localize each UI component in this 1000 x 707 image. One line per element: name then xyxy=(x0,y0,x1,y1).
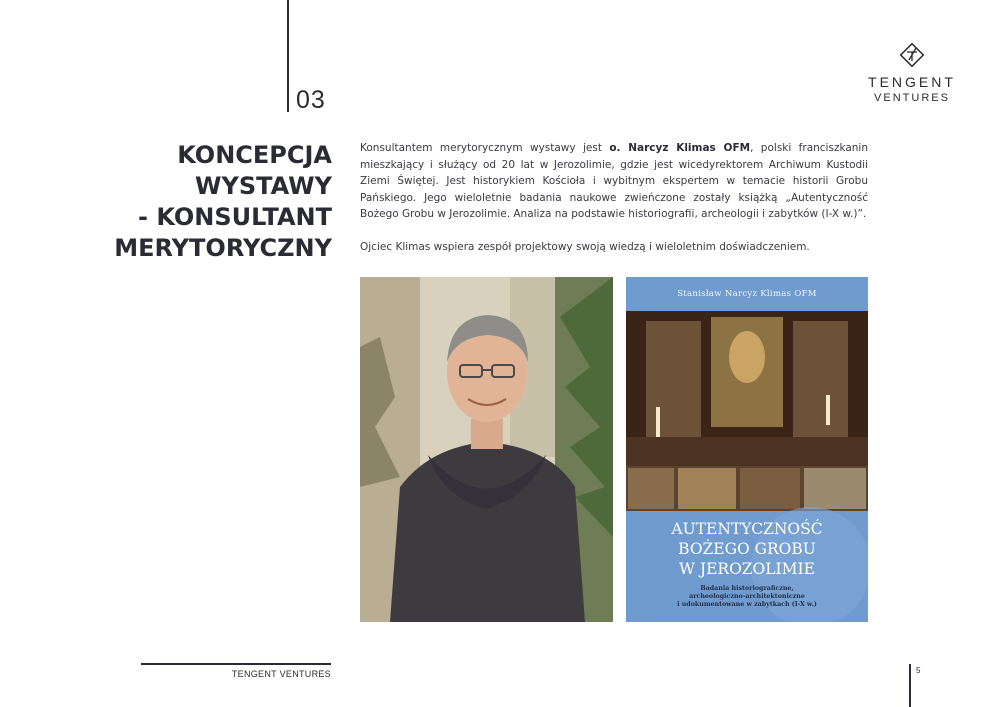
title-line: WYSTAWY xyxy=(195,172,332,200)
book-subtitle-line: Badania historiograficzne, xyxy=(700,585,794,592)
footer-divider xyxy=(141,663,331,665)
book-title xyxy=(626,519,868,579)
top-divider xyxy=(287,0,289,112)
book-title-line: BOŻEGO GROBU xyxy=(678,540,816,558)
body-text xyxy=(360,140,868,255)
consultant-name: o. Narcyz Klimas OFM xyxy=(609,142,751,154)
title-line: KONCEPCJA xyxy=(177,141,332,169)
book-title-line: W JEROZOLIMIE xyxy=(679,560,815,578)
book-subtitle xyxy=(626,585,868,609)
logo-word-ventures: VENTURES xyxy=(874,92,950,104)
book-title-line: AUTENTYCZNOŚĆ xyxy=(671,520,823,538)
logo-word-tengent: TENGENT xyxy=(868,74,956,90)
portrait-photo xyxy=(360,277,613,622)
page-number: 5 xyxy=(916,666,921,675)
page-number-divider xyxy=(909,664,911,707)
paragraph-support: Ojciec Klimas wspiera zespół projektowy swoją wiedzą i wieloletnim doświadczeniem. xyxy=(360,240,810,253)
book-subtitle-line: archeologiczno-architektoniczne xyxy=(689,593,805,600)
footer-brand: TENGENT VENTURES xyxy=(231,669,331,679)
title-line: - KONSULTANT xyxy=(138,203,332,231)
title-line: MERYTORYCZNY xyxy=(114,234,332,262)
book-subtitle-line: i udokumentowane w zabytkach (I-X w.) xyxy=(677,601,817,608)
book-author: Stanisław Narcyz Klimas OFM xyxy=(677,289,817,299)
paragraph-text: Konsultantem merytorycznym wystawy jest xyxy=(360,142,610,154)
paragraph-text: , polski franciszkanin mieszkający i służący od 20 lat w Jerozolimie, gdzie jest wicedyrektorem Archiwum Kustodii Ziemi Świętej. Jest historykiem Kościoła i wybitnym ekspertem w temacie historii Grobu Pańskiego. Jego wieloletnie badania naukowe zwieńczone zostały książką „Autentyczność Bożego Grobu w Jerozolimie. Analiza na podstawie historiografii, archeologii i zabytków (I-X w.)”. xyxy=(360,142,869,220)
page-title xyxy=(90,140,332,264)
paragraph-consultant xyxy=(360,140,868,223)
diamond-monogram-icon xyxy=(899,42,925,68)
logo xyxy=(862,42,962,104)
section-number: 03 xyxy=(296,86,326,114)
book-cover xyxy=(626,277,868,622)
